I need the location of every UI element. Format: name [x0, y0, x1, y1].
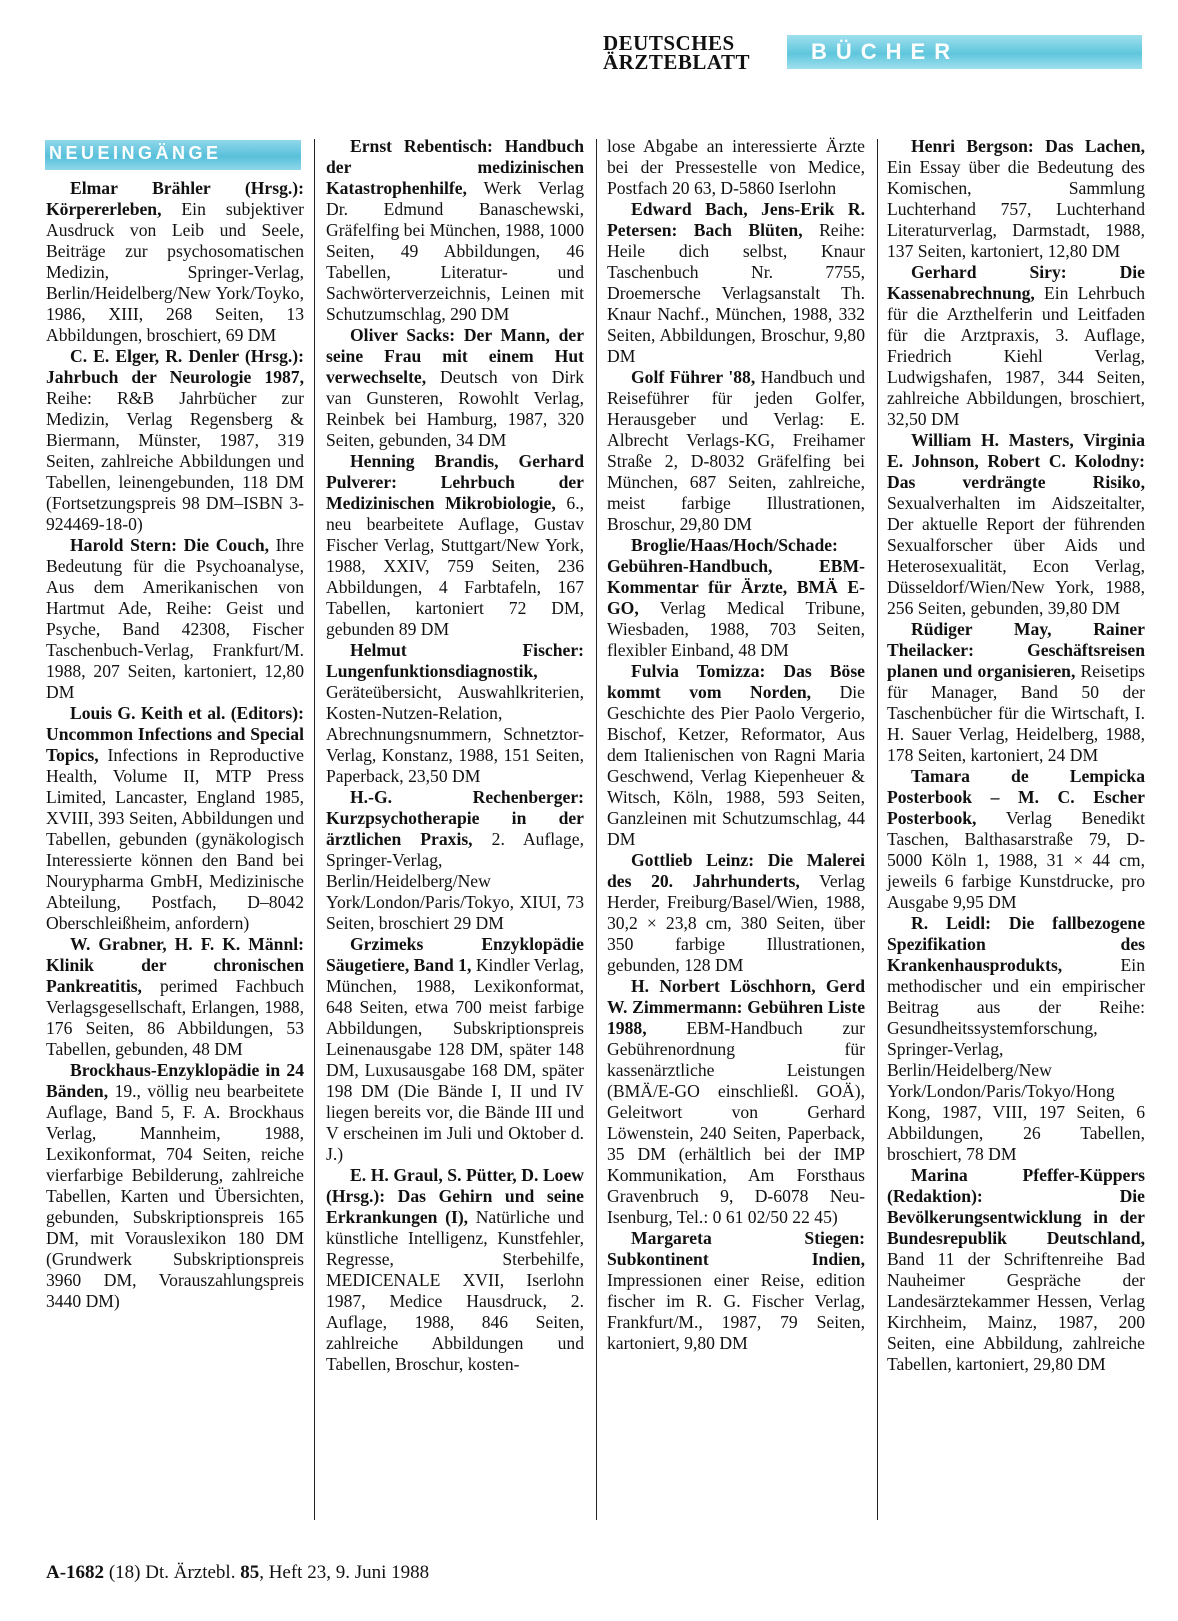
column-1 — [46, 178, 304, 1538]
book-title: Oliver Sacks: Der Mann, der seine Frau mit einem Hut verwechselte, — [326, 325, 584, 387]
book-details: Ein Lehrbuch für die Arzthelferin und Leitfaden für die Arztpraxis, 3. Auflage, Friedrich Kiehl Verlag, Ludwigshafen, 1987, 344 Seiten, zahlreiche Abbildungen, broschiert, 32,50 DM — [887, 283, 1145, 429]
new-arrivals-label: NEUEINGÄNGE — [49, 143, 222, 163]
book-entry — [326, 787, 584, 934]
column-divider — [314, 139, 315, 1520]
book-details: Deutsch von Dirk van Gunsteren, Rowohlt Verlag, Reinbek bei Hamburg, 1987, 320 Seiten, gebunden, 34 DM — [326, 367, 584, 450]
book-title: Louis G. Keith et al. (Editors): Uncommon Infections and Special Topics, — [46, 703, 304, 765]
book-entry — [607, 367, 865, 535]
book-title: Grzimeks Enzyklopädie Säugetiere, Band 1, — [326, 934, 584, 975]
book-entry — [326, 325, 584, 451]
book-details: Band 11 der Schriftenreihe Bad Nauheimer Gespräche der Landesärztekammer Hessen, Verlag Kirchheim, Mainz, 1987, 200 Seiten, eine Abbildung, zahlreiche Tabellen, kartoniert, 29,80 DM — [887, 1249, 1145, 1374]
book-entry — [607, 976, 865, 1228]
book-title: Gerhard Siry: Die Kassenabrechnung, — [887, 262, 1145, 303]
footer-volume: 85 — [240, 1562, 260, 1583]
book-details: Ein methodischer und ein empirischer Beitrag aus der Reihe: Gesundheitssystemforschung, Springer-Verlag, Berlin/Heidelberg/New York/London/Paris/Tokyo/Hong Kong, 1987, VIII, 197 Seiten, 6 Abbildungen, 26 Tabellen, broschiert, 78 DM — [887, 955, 1145, 1164]
book-details: Infections in Reproductive Health, Volume II, MTP Press Limited, Lancaster, England 1985, XVIII, 393 Seiten, Abbildungen und Tabellen, gebunden (gynäkologisch Interessierte können den Band bei Nourypharma GmbH, Medizinische Abteilung, Postfach, D–8042 Oberschleißheim, anfordern) — [46, 745, 304, 933]
book-entry — [887, 262, 1145, 430]
column-divider — [877, 139, 878, 1520]
book-title: Helmut Fischer: Lungenfunktionsdiagnostik, — [326, 640, 584, 681]
book-entry — [887, 913, 1145, 1165]
book-entry — [326, 640, 584, 787]
book-title: Margareta Stiegen: Subkontinent Indien, — [607, 1228, 865, 1269]
book-entry — [46, 178, 304, 346]
book-details: perimed Fachbuch Verlagsgesellschaft, Erlangen, 1988, 176 Seiten, 86 Abbildungen, 53 Tabellen, gebunden, 48 DM — [46, 976, 304, 1059]
book-entry — [326, 136, 584, 325]
book-title: Gottlieb Leinz: Die Malerei des 20. Jahrhunderts, — [607, 850, 865, 891]
book-details: Geräteübersicht, Auswahlkriterien, Kosten-Nutzen-Relation, Abrechnungsnummern, Schnetztor-Verlag, Konstanz, 1988, 151 Seiten, Paperback, 23,50 DM — [326, 682, 584, 786]
book-title: Fulvia Tomizza: Das Böse kommt vom Norden, — [607, 661, 865, 702]
masthead-title-line1: DEUTSCHES — [603, 31, 735, 55]
book-details: Verlag Medical Tribune, Wiesbaden, 1988, 703 Seiten, flexibler Einband, 48 DM — [607, 598, 865, 660]
book-entry — [46, 1060, 304, 1312]
book-title: Marina Pfeffer-Küppers (Redaktion): Die Bevölkerungsentwicklung in der Bundesrepublik Deutschland, — [887, 1165, 1145, 1248]
book-title: C. E. Elger, R. Denler (Hrsg.): Jahrbuch der Neurologie 1987, — [46, 346, 304, 387]
book-title: Rüdiger May, Rainer Theilacker: Geschäftsreisen planen und organisieren, — [887, 619, 1145, 681]
book-title: Henri Bergson: Das Lachen, — [911, 136, 1145, 156]
book-entry — [887, 430, 1145, 619]
book-title: Ernst Rebentisch: Handbuch der medizinischen Katastrophenhilfe, — [326, 136, 584, 198]
book-entry — [887, 1165, 1145, 1375]
book-details: Reihe: Heile dich selbst, Knaur Taschenbuch Nr. 7755, Droemersche Verlagsanstalt Th. Knaur Nachf., München, 1988, 332 Seiten, Abbildungen, Broschur, 9,80 DM — [607, 220, 866, 366]
book-entry — [46, 346, 304, 535]
book-details: Werk Verlag Dr. Edmund Banaschewski, Gräfelfing bei München, 1988, 1000 Seiten, 49 Abbildungen, 46 Tabellen, Literatur- und Sachwörterverzeichnis, Leinen mit Schutzumschlag, 290 DM — [326, 178, 584, 324]
book-entry — [326, 1165, 584, 1375]
masthead-title-line2: ÄRZTEBLATT — [603, 50, 750, 74]
book-entry — [46, 535, 304, 703]
book-title: Edward Bach, Jens-Erik R. Petersen: Bach Blüten, — [607, 199, 865, 240]
book-title: William H. Masters, Virginia E. Johnson, Robert C. Kolodny: Das verdrängte Risiko, — [887, 430, 1145, 492]
book-entry — [607, 850, 865, 976]
book-title: E. H. Graul, S. Pütter, D. Loew (Hrsg.): Das Gehirn und seine Erkrankungen (I), — [326, 1165, 584, 1227]
book-details: Verlag Benedikt Taschen, Balthasarstraße 79, D-5000 Köln 1, 1988, 31 × 44 cm, jeweils 6 farbige Kunstdrucke, pro Ausgabe 9,95 DM — [887, 808, 1145, 912]
column-2 — [326, 136, 584, 1536]
book-entry — [46, 703, 304, 934]
book-title: H. Norbert Löschhorn, Gerd W. Zimmermann: Gebühren Liste 1988, — [607, 976, 865, 1038]
book-entry — [607, 199, 865, 367]
footer-issue: , Heft 23, 9. Juni 1988 — [259, 1562, 430, 1583]
book-entry — [326, 934, 584, 1165]
footer-citation: (18) Dt. Ärztebl. — [104, 1562, 241, 1583]
column-3 — [607, 136, 865, 1536]
book-title: Broglie/Haas/Hoch/Schade: Gebühren-Handbuch, EBM-Kommentar für Ärzte, BMÄ E-GO, — [607, 535, 865, 618]
book-details: Reihe: R&B Jahrbücher zur Medizin, Verlag Regensberg & Biermann, Münster, 1987, 319 Seiten, zahlreiche Abbildungen und Tabellen, leinengebunden, 118 DM (Fortsetzungspreis 98 DM–ISBN 3-924469-18-0) — [46, 388, 304, 534]
book-entry — [326, 451, 584, 640]
book-details: 2. Auflage, Springer-Verlag, Berlin/Heidelberg/New York/London/Paris/Tokyo, XIUI, 73 Seiten, broschiert 29 DM — [326, 829, 585, 933]
book-details: Kindler Verlag, München, 1988, Lexikonformat, 648 Seiten, etwa 700 meist farbige Abbildungen, Subskriptionspreis Leinenausgabe 128 DM, später 148 DM, Luxusausgabe 168 DM, später 198 DM (Die Bände I, II und IV liegen bereits vor, die Bände III und V erscheinen im Juli und Oktober d. J.) — [326, 955, 584, 1164]
book-details: Ihre Bedeutung für die Psychoanalyse, Aus dem Amerikanischen von Hartmut Ade, Reihe: Geist und Psyche, Band 42308, Fischer Taschenbuch-Verlag, Frankfurt/M. 1988, 207 Seiten, kartoniert, 12,80 DM — [46, 535, 304, 702]
book-entry — [607, 661, 865, 850]
book-title: Elmar Brähler (Hrsg.): Körpererleben, — [46, 178, 304, 219]
book-details: Sexualverhalten im Aidszeitalter, Der aktuelle Report der führenden Sexualforscher über Aids und Heterosexualität, Econ Verlag, Düsseldorf/Wien/New York, 1988, 256 Seiten, gebunden, 39,80 DM — [887, 493, 1145, 618]
book-title: H.-G. Rechenberger: Kurzpsychotherapie in der ärztlichen Praxis, — [326, 787, 584, 849]
book-entry — [887, 619, 1145, 766]
book-details: Ein Essay über die Bedeutung des Komischen, Sammlung Luchterhand 757, Luchterhand Literaturverlag, Darmstadt, 1988, 137 Seiten, kartoniert, 12,80 DM — [887, 157, 1145, 261]
book-title: Brockhaus-Enzyklopädie in 24 Bänden, — [46, 1060, 304, 1101]
book-details: Verlag Herder, Freiburg/Basel/Wien, 1988, 30,2 × 23,8 cm, 380 Seiten, über 350 farbige Illustrationen, gebunden, 128 DM — [607, 871, 866, 975]
new-arrivals-banner — [45, 140, 301, 170]
book-entry — [887, 766, 1145, 913]
book-title: Henning Brandis, Gerhard Pulverer: Lehrbuch der Medizinischen Mikrobiologie, — [326, 451, 584, 513]
page-number: A-1682 — [46, 1562, 105, 1583]
book-details: EBM-Handbuch zur Gebührenordnung für kassenärztliche Leistungen (BMÄ/E-GO einschließl. GOÄ), Geleitwort von Gerhard Löwenstein, 240 Seiten, Paperback, 35 DM (erhältlich bei der IMP Kommunikation, Am Forsthaus Gravenbruch 9, D-6078 Neu-Isenburg, Tel.: 0 61 02/50 22 45) — [607, 1018, 865, 1227]
book-details: Natürliche und künstliche Intelligenz, Kunstfehler, Regresse, Sterbehilfe, MEDICENALE XVII, Iserlohn 1987, Medice Hausdruck, 2. Auflage, 1988, 846 Seiten, zahlreiche Abbildungen und Tabellen, Broschur, kosten- — [326, 1207, 585, 1374]
book-details: Die Geschichte des Pier Paolo Vergerio, Bischof, Ketzer, Reformator, Aus dem Italienischen von Ragni Maria Geschwend, Verlag Kiepenheuer & Witsch, Köln, 1988, 593 Seiten, Ganzleinen mit Schutzumschlag, 44 DM — [607, 682, 865, 849]
column-4 — [887, 136, 1145, 1536]
masthead-title — [603, 31, 778, 74]
book-title: Harold Stern: Die Couch, — [70, 535, 269, 555]
book-entry — [46, 934, 304, 1060]
book-details: Handbuch und Reiseführer für jeden Golfer, Herausgeber und Verlag: E. Albrecht Verlags-KG, Freihamer Straße 2, D-8032 Gräfelfing bei München, 687 Seiten, zahlreiche, meist farbige Illustrationen, Broschur, 29,80 DM — [607, 367, 866, 534]
book-details: Impressionen einer Reise, edition fischer im R. G. Fischer Verlag, Frankfurt/M., 1987, 79 Seiten, kartoniert, 9,80 DM — [607, 1270, 865, 1353]
book-entry — [607, 1228, 865, 1354]
book-title: Golf Führer '88, — [631, 367, 756, 387]
book-entry — [607, 136, 865, 199]
column-divider — [596, 139, 597, 1520]
section-banner — [787, 35, 1142, 69]
book-details: 19., völlig neu bearbeitete Auflage, Band 5, F. A. Brockhaus Verlag, Mannheim, 1988, Lexikonformat, 704 Seiten, reiche vierfarbige Bebilderung, zahlreiche Tabellen, Karten und Übersichten, gebunden, Subskriptionspreis 165 DM, mit Vorauslexikon 180 DM (Grundwerk Subskriptionspreis 3960 DM, Vorauszahlungspreis 3440 DM) — [46, 1081, 304, 1311]
book-details: Ein subjektiver Ausdruck von Leib und Seele, Beiträge zur psychosomatischen Medizin, Springer-Verlag, Berlin/Heidelberg/New York/Toyko, 1986, XIII, 268 Seiten, 13 Abbildungen, broschiert, 69 DM — [46, 199, 304, 345]
book-title: R. Leidl: Die fallbezogene Spezifikation des Krankenhausprodukts, — [887, 913, 1145, 975]
book-details: 6., neu bearbeitete Auflage, Gustav Fischer Verlag, Stuttgart/New York, 1988, XXIV, 759 Seiten, 236 Abbildungen, 4 Farbtafeln, 167 Tabellen, kartoniert 72 DM, gebunden 89 DM — [326, 493, 584, 639]
section-banner-label: BÜCHER — [811, 39, 960, 64]
book-details: lose Abgabe an interessierte Ärzte bei der Pressestelle von Medice, Postfach 20 63, D-5860 Iserlohn — [607, 136, 865, 198]
book-entry — [607, 535, 865, 661]
book-entry — [887, 136, 1145, 262]
book-title: W. Grabner, H. F. K. Männl: Klinik der chronischen Pankreatitis, — [46, 934, 304, 996]
book-details: Reisetips für Manager, Band 50 der Taschenbücher für die Wirtschaft, I. H. Sauer Verlag, Heidelberg, 1988, 178 Seiten, kartoniert, 24 DM — [887, 661, 1145, 765]
book-title: Tamara de Lempicka Posterbook – M. C. Escher Posterbook, — [887, 766, 1145, 828]
page-footer — [46, 1562, 429, 1584]
